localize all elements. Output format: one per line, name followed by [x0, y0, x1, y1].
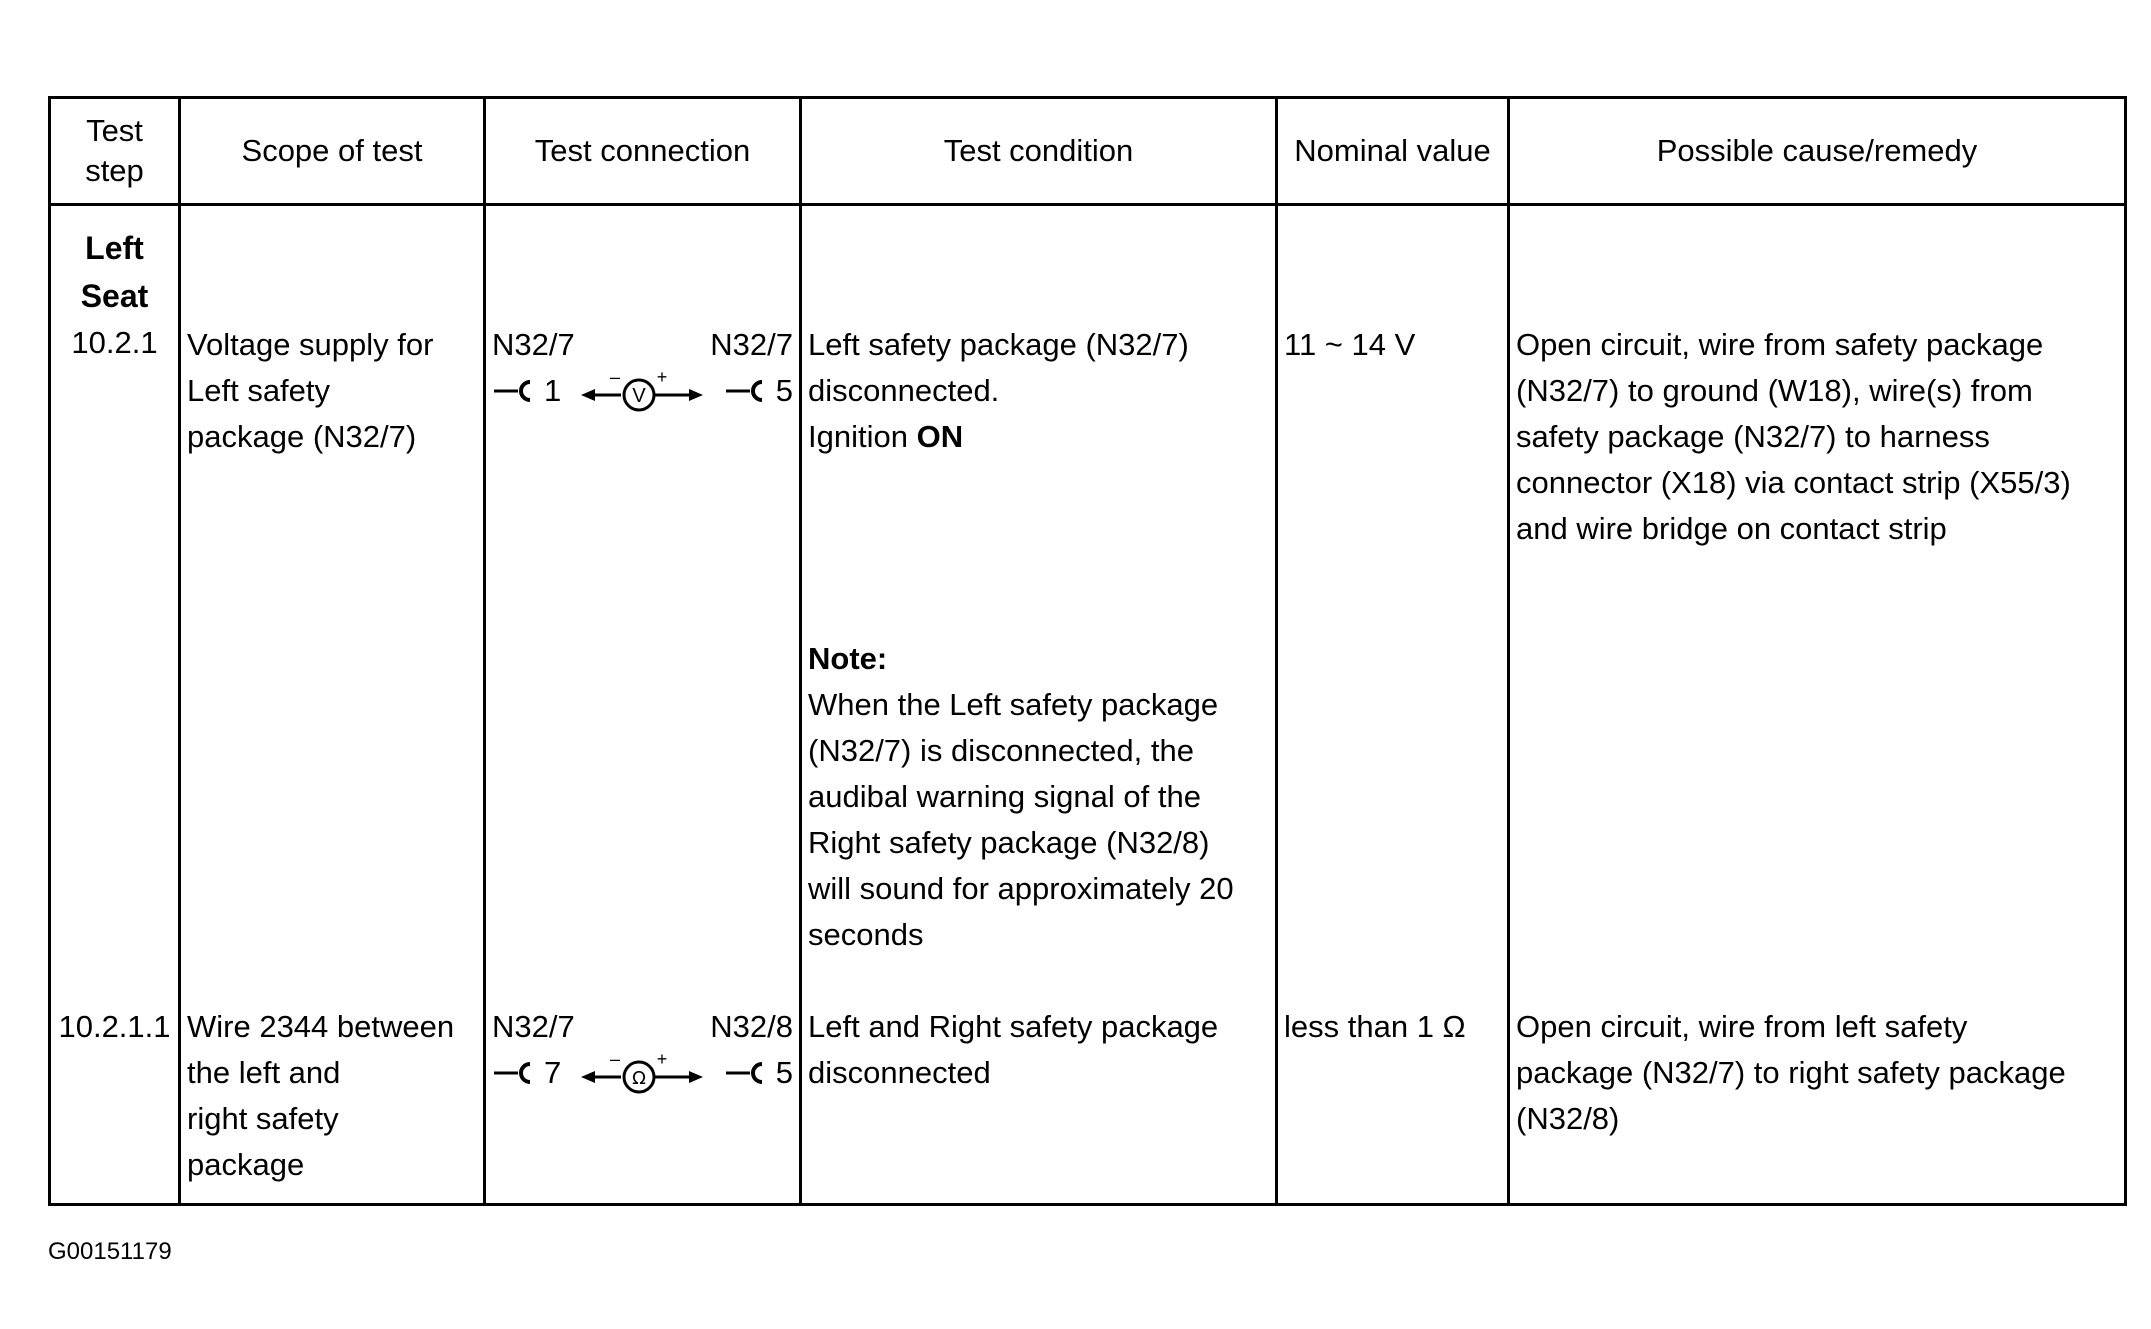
scope-line: Left safety [187, 373, 331, 408]
condition-line: Left and Right safety package [808, 1009, 1219, 1044]
nominal-value: less than 1 Ω [1284, 1009, 1466, 1044]
plus-sign: + [656, 369, 667, 387]
left-pin-number: 7 [544, 1055, 562, 1090]
right-component-label: N32/8 [710, 1009, 793, 1044]
left-component-label: N32/7 [492, 327, 575, 362]
connector-plug-icon [492, 376, 538, 406]
header-possible-cause-remedy: Possible cause/remedy [1509, 98, 2126, 205]
diagnostic-test-table [48, 96, 2127, 1206]
scope-cell [180, 205, 485, 1005]
connector-plug-icon [492, 1058, 538, 1088]
connection-components [492, 322, 793, 368]
nominal-spacer [1284, 224, 1501, 322]
note-spacer [808, 460, 1269, 636]
nominal-cell [1277, 205, 1509, 1005]
connection-diagram [492, 1050, 793, 1096]
connection-spacer [492, 224, 793, 322]
remedy-line: Open circuit, wire from left safety [1516, 1009, 1968, 1044]
connection-cell [485, 1004, 801, 1205]
remedy-line: connector (X18) via contact strip (X55/3) [1516, 465, 2071, 500]
step-number: 10.2.1 [71, 325, 158, 360]
group-label-line-2: Seat [80, 278, 149, 314]
remedy-line: and wire bridge on contact strip [1516, 511, 1947, 546]
nominal-cell [1277, 1004, 1509, 1205]
table-header-row [50, 98, 2126, 205]
header-test-step-line-1: Test [86, 112, 143, 148]
connector-plug-icon [724, 1058, 770, 1088]
scope-cell [180, 1004, 485, 1205]
left-pin [492, 368, 561, 414]
minus-sign: – [609, 369, 620, 387]
condition-cell [801, 205, 1277, 1005]
meter-symbol-text: V [631, 385, 646, 407]
header-scope-of-test: Scope of test [180, 98, 485, 205]
table-row [50, 1004, 2126, 1205]
header-test-connection: Test connection [485, 98, 801, 205]
connection-diagram [492, 368, 793, 414]
left-pin-number: 1 [544, 373, 562, 408]
right-component-label: N32/7 [710, 327, 793, 362]
minus-sign: – [609, 1051, 620, 1069]
scope-line: Wire 2344 between [187, 1009, 455, 1044]
remedy-line: package (N32/7) to right safety package [1516, 1055, 2066, 1090]
step-number: 10.2.1.1 [58, 1009, 171, 1044]
remedy-cell [1509, 1004, 2126, 1205]
scope-line: the left and [187, 1055, 341, 1090]
voltmeter-symbol [579, 369, 707, 413]
ohmmeter-symbol [579, 1051, 707, 1095]
header-test-step-line-2: step [85, 153, 144, 188]
condition-cell [801, 1004, 1277, 1205]
header-test-step [50, 98, 180, 205]
scope-line: Voltage supply for [187, 327, 434, 362]
table-row [50, 205, 2126, 1005]
remedy-spacer [1516, 224, 2118, 322]
note-title: Note: [808, 641, 888, 676]
header-test-condition: Test condition [801, 98, 1277, 205]
note-line: When the Left safety package [808, 687, 1219, 722]
note-line: seconds [808, 917, 924, 952]
scope-spacer [187, 224, 477, 322]
nominal-value: 11 ~ 14 V [1284, 327, 1416, 362]
remedy-line: Open circuit, wire from safety package [1516, 327, 2044, 362]
right-pin [724, 1050, 793, 1096]
diagnostic-test-table-container [48, 96, 2124, 1206]
ohmmeter-icon [579, 1051, 707, 1095]
condition-line: Left safety package (N32/7) [808, 327, 1189, 362]
right-pin-number: 5 [775, 1055, 793, 1090]
condition-line: disconnected. [808, 373, 1000, 408]
remedy-line: safety package (N32/7) to harness [1516, 419, 1990, 454]
ignition-prefix: Ignition [808, 419, 917, 454]
remedy-line: (N32/8) [1516, 1101, 1620, 1136]
right-pin [724, 368, 793, 414]
connector-plug-icon [724, 376, 770, 406]
plus-sign: + [656, 1051, 667, 1069]
ignition-line [808, 414, 1269, 460]
header-nominal-value: Nominal value [1277, 98, 1509, 205]
step-cell [50, 1004, 180, 1205]
meter-symbol-text: Ω [631, 1068, 646, 1089]
left-component-label: N32/7 [492, 1009, 575, 1044]
scope-line: package (N32/7) [187, 419, 417, 454]
note-line: (N32/7) is disconnected, the [808, 733, 1194, 768]
remedy-cell [1509, 205, 2126, 1005]
remedy-line: (N32/7) to ground (W18), wire(s) from [1516, 373, 2033, 408]
condition-line: disconnected [808, 1055, 991, 1090]
connection-components [492, 1004, 793, 1050]
voltmeter-icon [579, 369, 707, 413]
scope-line: right safety [187, 1101, 339, 1136]
right-pin-number: 5 [775, 373, 793, 408]
figure-code: G00151179 [48, 1238, 172, 1265]
note-line: Right safety package (N32/8) [808, 825, 1210, 860]
condition-spacer [808, 224, 1269, 322]
connection-cell [485, 205, 801, 1005]
note-line: will sound for approximately 20 [808, 871, 1234, 906]
ignition-state: ON [916, 419, 964, 454]
step-cell [50, 205, 180, 1005]
group-label-line-1: Left [85, 230, 144, 266]
left-pin [492, 1050, 561, 1096]
scope-line: package [187, 1147, 305, 1182]
note-line: audibal warning signal of the [808, 779, 1201, 814]
